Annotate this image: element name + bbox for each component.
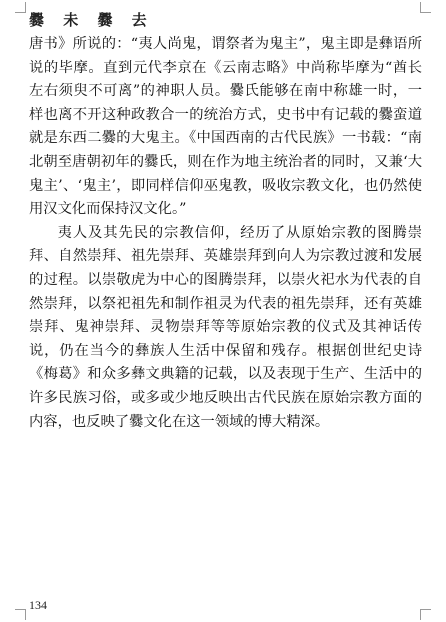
body-text [29, 33, 422, 434]
page-number: 134 [29, 598, 47, 612]
running-header: 爨 未 爨 去 [29, 11, 154, 29]
crop-mark-top-left [15, 2, 26, 13]
crop-mark-bottom-left [15, 609, 26, 620]
paragraph-continued: 唐书》所说的：“夷人尚鬼，谓祭者为鬼主”，鬼主即是彝语所说的毕摩。直到元代李京在《云南志略》中尚称毕摩为“酋长左右须臾不可离”的神职人员。爨氏能够在南中称雄一时，一样也离不开这种政教合一的统治方式，史书中有记载的爨蛮道就是东西二爨的大鬼主。《中国西南的古代民族》一书载：“南北朝至唐朝初年的爨氏，则在作为地主统治者的同时，又兼‘大鬼主’、‘鬼主’，即同样信仰巫鬼教，吸收宗教文化，也仍然使用汉文化而保持汉文化。” [29, 36, 422, 218]
crop-mark-bottom-right [420, 609, 431, 620]
crop-mark-top-right [420, 2, 431, 13]
paragraph: 夷人及其先民的宗教信仰，经历了从原始宗教的图腾崇拜、自然崇拜、祖先崇拜、英雄崇拜到向人为宗教过渡和发展的过程。以崇敬虎为中心的图腾崇拜，以崇火祀水为代表的自然崇拜，以祭祀祖先和制作祖灵为代表的祖先崇拜，还有英雄崇拜、鬼神崇拜、灵物崇拜等等原始宗教的仪式及其神话传说，仍在当今的彝族人生活中保留和残存。根据创世纪史诗《梅葛》和众多彝文典籍的记载，以及表现于生产、生活中的许多民族习俗，或多或少地反映出古代民族在原始宗教方面的内容，也反映了爨文化在这一领域的博大精深。 [29, 224, 422, 430]
